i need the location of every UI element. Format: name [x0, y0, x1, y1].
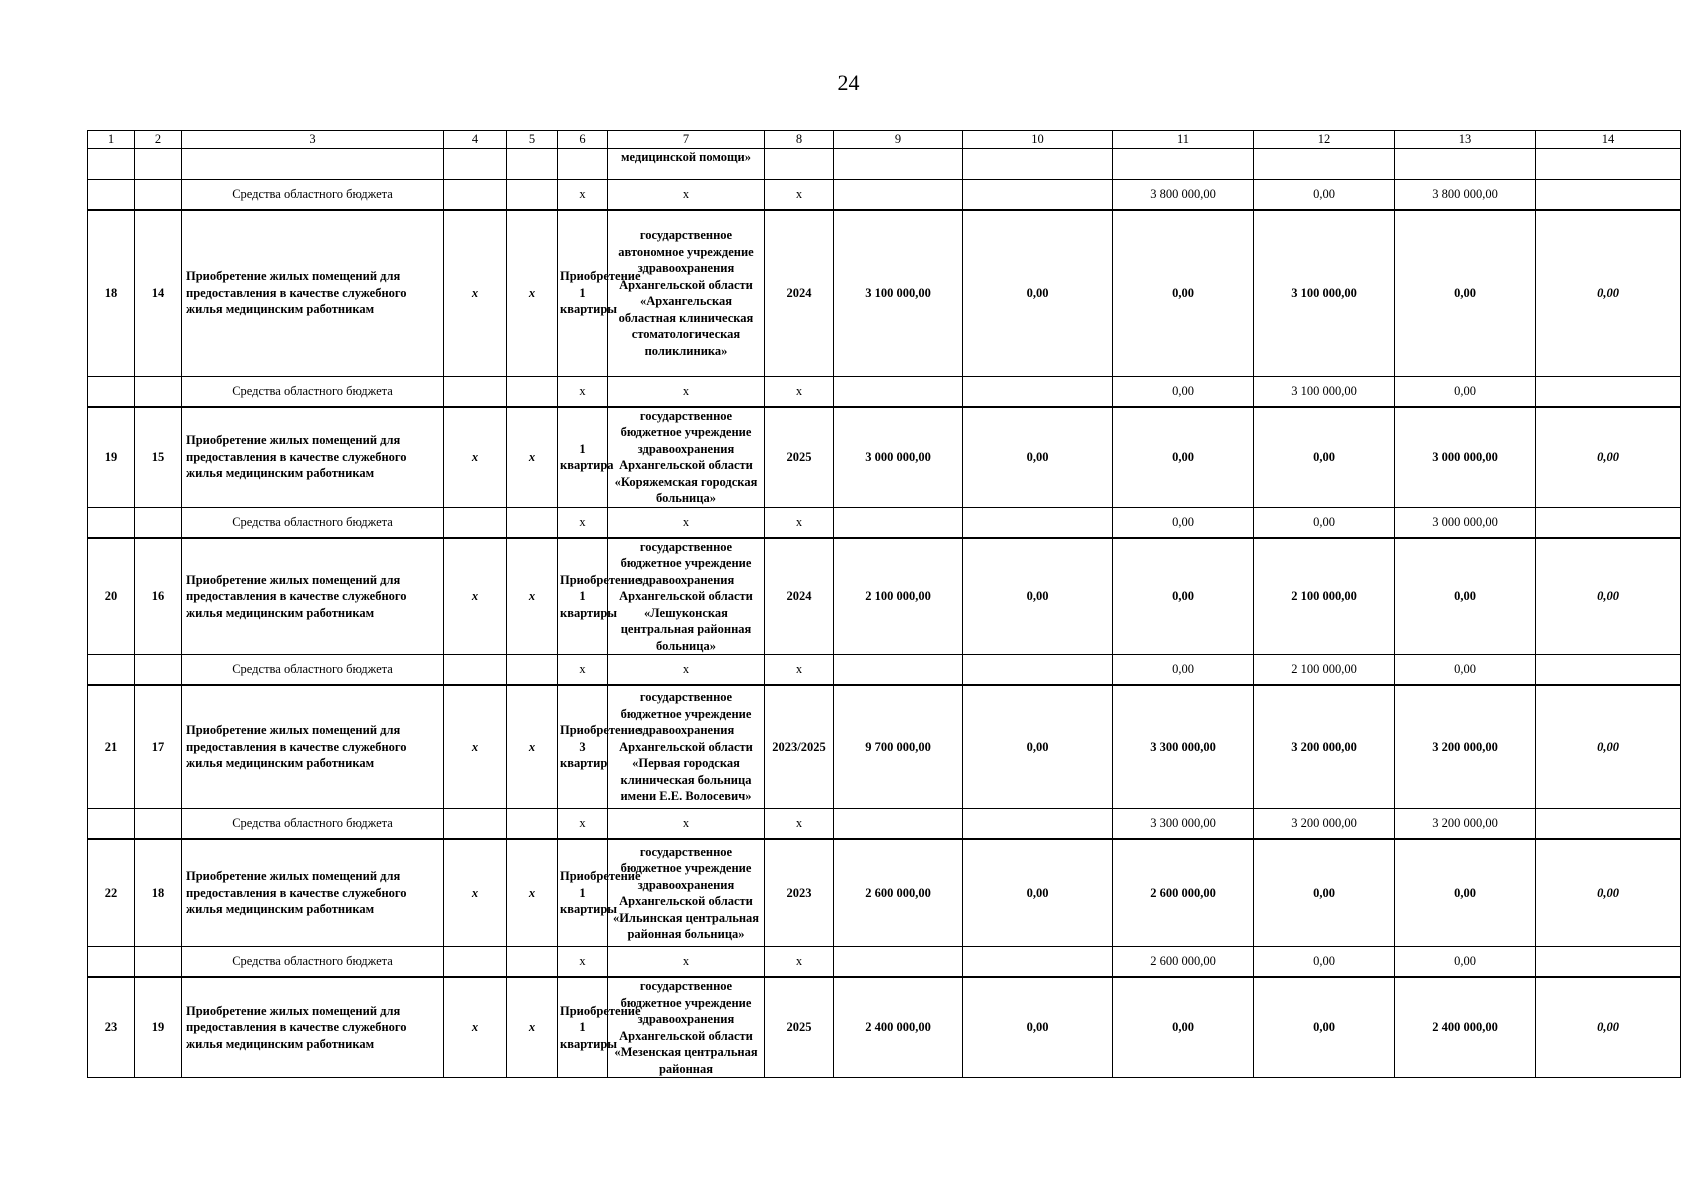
organization-cell: государственное автономное учреждение здравоохранения Архангельской области «Архангельская областная клиническая стоматологическая поликлиника» — [608, 210, 765, 377]
col11-cell: 0,00 — [1113, 977, 1254, 1078]
organization-cell: х — [608, 376, 765, 407]
col11-cell: 0,00 — [1113, 376, 1254, 407]
col10-cell: 0,00 — [963, 538, 1113, 655]
column-number-row — [88, 131, 1681, 149]
year-cell: х — [765, 376, 834, 407]
col12-cell: 3 100 000,00 — [1254, 376, 1395, 407]
name-cell: Приобретение жилых помещений для предоставления в качестве служебного жилья медицинским работникам — [182, 839, 444, 947]
year-cell: х — [765, 179, 834, 210]
col11-cell: 0,00 — [1113, 655, 1254, 686]
total-cell: 2 400 000,00 — [834, 977, 963, 1078]
col11-cell: 0,00 — [1113, 507, 1254, 538]
table-row-funding — [88, 655, 1681, 686]
cell — [507, 148, 558, 179]
row-number-cell: 20 — [88, 538, 135, 655]
total-cell — [834, 947, 963, 978]
col13-cell: 2 400 000,00 — [1395, 977, 1536, 1078]
col13-cell: 0,00 — [1395, 947, 1536, 978]
col10-cell: 0,00 — [963, 685, 1113, 809]
col4-cell: х — [444, 210, 507, 377]
organization-cell: государственное бюджетное учреждение здравоохранения Архангельской области «Коряжемская городская больница» — [608, 407, 765, 508]
column-number: 13 — [1395, 131, 1536, 149]
table-row-funding — [88, 179, 1681, 210]
table-row-funding — [88, 376, 1681, 407]
year-cell: 2023 — [765, 839, 834, 947]
col10-cell: 0,00 — [963, 839, 1113, 947]
organization-cell: х — [608, 507, 765, 538]
col14-cell: 0,00 — [1536, 685, 1681, 809]
column-number: 12 — [1254, 131, 1395, 149]
row-number-cell — [88, 507, 135, 538]
col4-cell: х — [444, 685, 507, 809]
scope-cell: х — [558, 809, 608, 840]
item-number-cell: 19 — [135, 977, 182, 1078]
total-cell: 2 100 000,00 — [834, 538, 963, 655]
name-cell: Средства областного бюджета — [182, 507, 444, 538]
table-row-funding — [88, 809, 1681, 840]
scope-cell: Приобретение 1 квартиры — [558, 538, 608, 655]
col10-cell — [963, 179, 1113, 210]
col14-cell — [1536, 179, 1681, 210]
cell — [1254, 148, 1395, 179]
col11-cell: 3 800 000,00 — [1113, 179, 1254, 210]
name-cell: Средства областного бюджета — [182, 376, 444, 407]
col12-cell: 0,00 — [1254, 977, 1395, 1078]
scope-cell: Приобретение 1 квартиры — [558, 977, 608, 1078]
cell — [765, 148, 834, 179]
col13-cell: 0,00 — [1395, 210, 1536, 377]
col14-cell: 0,00 — [1536, 977, 1681, 1078]
column-number: 8 — [765, 131, 834, 149]
table-row-item — [88, 839, 1681, 947]
col4-cell: х — [444, 407, 507, 508]
name-cell: Приобретение жилых помещений для предоставления в качестве служебного жилья медицинским работникам — [182, 977, 444, 1078]
scope-cell: Приобретение 1 квартиры — [558, 839, 608, 947]
row-number-cell — [88, 655, 135, 686]
item-number-cell: 18 — [135, 839, 182, 947]
year-cell: х — [765, 507, 834, 538]
organization-cell: х — [608, 809, 765, 840]
column-number: 11 — [1113, 131, 1254, 149]
row-number-cell: 21 — [88, 685, 135, 809]
year-cell: 2025 — [765, 407, 834, 508]
name-cell: Средства областного бюджета — [182, 179, 444, 210]
total-cell: 2 600 000,00 — [834, 839, 963, 947]
col4-cell — [444, 947, 507, 978]
continuation-row — [88, 148, 1681, 179]
cell — [963, 148, 1113, 179]
col11-cell: 0,00 — [1113, 210, 1254, 377]
page-number: 24 — [837, 70, 860, 95]
scope-cell: 1 квартира — [558, 407, 608, 508]
cell — [558, 148, 608, 179]
row-number-cell: 23 — [88, 977, 135, 1078]
scope-cell: х — [558, 655, 608, 686]
organization-cell: х — [608, 179, 765, 210]
cell — [1113, 148, 1254, 179]
table-row-funding — [88, 507, 1681, 538]
col5-cell — [507, 947, 558, 978]
col12-cell: 0,00 — [1254, 179, 1395, 210]
item-number-cell — [135, 507, 182, 538]
name-cell: Приобретение жилых помещений для предоставления в качестве служебного жилья медицинским работникам — [182, 685, 444, 809]
year-cell: 2024 — [765, 538, 834, 655]
organization-cell: медицинской помощи» — [608, 148, 765, 179]
table-row-item — [88, 977, 1681, 1078]
table-row-item — [88, 407, 1681, 508]
col10-cell — [963, 376, 1113, 407]
item-number-cell — [135, 947, 182, 978]
item-number-cell — [135, 376, 182, 407]
col14-cell — [1536, 507, 1681, 538]
total-cell — [834, 809, 963, 840]
item-number-cell — [135, 809, 182, 840]
table-row-item — [88, 538, 1681, 655]
organization-cell: государственное бюджетное учреждение здравоохранения Архангельской области «Мезенская центральная районная — [608, 977, 765, 1078]
col5-cell: х — [507, 839, 558, 947]
col10-cell: 0,00 — [963, 407, 1113, 508]
organization-cell: государственное бюджетное учреждение здравоохранения Архангельской области «Лешуконская центральная районная больница» — [608, 538, 765, 655]
col5-cell — [507, 809, 558, 840]
year-cell: х — [765, 655, 834, 686]
col4-cell — [444, 507, 507, 538]
column-number: 9 — [834, 131, 963, 149]
col13-cell: 3 000 000,00 — [1395, 507, 1536, 538]
year-cell: 2023/2025 — [765, 685, 834, 809]
total-cell — [834, 376, 963, 407]
cell — [182, 148, 444, 179]
column-number: 10 — [963, 131, 1113, 149]
col13-cell: 3 200 000,00 — [1395, 809, 1536, 840]
cell — [1536, 148, 1681, 179]
row-number-cell — [88, 179, 135, 210]
col4-cell — [444, 179, 507, 210]
col12-cell: 0,00 — [1254, 839, 1395, 947]
item-number-cell: 16 — [135, 538, 182, 655]
col11-cell: 3 300 000,00 — [1113, 809, 1254, 840]
column-number: 6 — [558, 131, 608, 149]
col4-cell — [444, 376, 507, 407]
cell — [834, 148, 963, 179]
name-cell: Средства областного бюджета — [182, 947, 444, 978]
item-number-cell: 17 — [135, 685, 182, 809]
organization-cell: х — [608, 655, 765, 686]
name-cell: Средства областного бюджета — [182, 655, 444, 686]
col13-cell: 3 200 000,00 — [1395, 685, 1536, 809]
name-cell: Приобретение жилых помещений для предоставления в качестве служебного жилья медицинским работникам — [182, 210, 444, 377]
col11-cell: 0,00 — [1113, 407, 1254, 508]
col14-cell — [1536, 947, 1681, 978]
table-row-item — [88, 685, 1681, 809]
scope-cell: Приобретение 3 квартир — [558, 685, 608, 809]
col5-cell — [507, 376, 558, 407]
scope-cell: х — [558, 179, 608, 210]
col5-cell — [507, 655, 558, 686]
col14-cell: 0,00 — [1536, 839, 1681, 947]
col13-cell: 0,00 — [1395, 376, 1536, 407]
item-number-cell — [135, 655, 182, 686]
row-number-cell — [88, 376, 135, 407]
col12-cell: 2 100 000,00 — [1254, 655, 1395, 686]
col5-cell: х — [507, 538, 558, 655]
col4-cell: х — [444, 977, 507, 1078]
col13-cell: 0,00 — [1395, 538, 1536, 655]
col14-cell: 0,00 — [1536, 538, 1681, 655]
row-number-cell: 22 — [88, 839, 135, 947]
total-cell — [834, 179, 963, 210]
col10-cell: 0,00 — [963, 977, 1113, 1078]
col10-cell — [963, 809, 1113, 840]
cell — [135, 148, 182, 179]
total-cell: 3 100 000,00 — [834, 210, 963, 377]
col10-cell — [963, 507, 1113, 538]
cell — [88, 148, 135, 179]
col12-cell: 3 200 000,00 — [1254, 809, 1395, 840]
item-number-cell: 14 — [135, 210, 182, 377]
table-row-funding — [88, 947, 1681, 978]
col11-cell: 0,00 — [1113, 538, 1254, 655]
col13-cell: 3 000 000,00 — [1395, 407, 1536, 508]
year-cell: 2025 — [765, 977, 834, 1078]
col13-cell: 3 800 000,00 — [1395, 179, 1536, 210]
col13-cell: 0,00 — [1395, 655, 1536, 686]
col11-cell: 2 600 000,00 — [1113, 947, 1254, 978]
year-cell: 2024 — [765, 210, 834, 377]
col11-cell: 2 600 000,00 — [1113, 839, 1254, 947]
col14-cell — [1536, 809, 1681, 840]
scope-cell: х — [558, 947, 608, 978]
col12-cell: 3 100 000,00 — [1254, 210, 1395, 377]
total-cell — [834, 507, 963, 538]
row-number-cell — [88, 809, 135, 840]
column-number: 1 — [88, 131, 135, 149]
col5-cell: х — [507, 210, 558, 377]
column-number: 5 — [507, 131, 558, 149]
column-number: 14 — [1536, 131, 1681, 149]
column-number: 2 — [135, 131, 182, 149]
col11-cell: 3 300 000,00 — [1113, 685, 1254, 809]
scope-cell: х — [558, 376, 608, 407]
column-number: 7 — [608, 131, 765, 149]
col5-cell: х — [507, 407, 558, 508]
name-cell: Средства областного бюджета — [182, 809, 444, 840]
name-cell: Приобретение жилых помещений для предоставления в качестве служебного жилья медицинским работникам — [182, 407, 444, 508]
scope-cell: х — [558, 507, 608, 538]
col4-cell: х — [444, 839, 507, 947]
col10-cell: 0,00 — [963, 210, 1113, 377]
col12-cell: 0,00 — [1254, 407, 1395, 508]
column-number: 4 — [444, 131, 507, 149]
col5-cell — [507, 507, 558, 538]
col5-cell — [507, 179, 558, 210]
row-number-cell: 18 — [88, 210, 135, 377]
col4-cell — [444, 809, 507, 840]
organization-cell: государственное бюджетное учреждение здравоохранения Архангельской области «Ильинская центральная районная больница» — [608, 839, 765, 947]
scope-cell: Приобретение 1 квартиры — [558, 210, 608, 377]
col14-cell — [1536, 376, 1681, 407]
total-cell: 9 700 000,00 — [834, 685, 963, 809]
cell — [444, 148, 507, 179]
budget-table — [87, 130, 1681, 1078]
cell — [1395, 148, 1536, 179]
col13-cell: 0,00 — [1395, 839, 1536, 947]
item-number-cell: 15 — [135, 407, 182, 508]
year-cell: х — [765, 809, 834, 840]
col12-cell: 0,00 — [1254, 507, 1395, 538]
col12-cell: 0,00 — [1254, 947, 1395, 978]
col10-cell — [963, 655, 1113, 686]
col10-cell — [963, 947, 1113, 978]
organization-cell: х — [608, 947, 765, 978]
year-cell: х — [765, 947, 834, 978]
item-number-cell — [135, 179, 182, 210]
organization-cell: государственное бюджетное учреждение здравоохранения Архангельской области «Первая городская клиническая больница имени Е.Е. Волосевич» — [608, 685, 765, 809]
name-cell: Приобретение жилых помещений для предоставления в качестве служебного жилья медицинским работникам — [182, 538, 444, 655]
col12-cell: 2 100 000,00 — [1254, 538, 1395, 655]
col4-cell — [444, 655, 507, 686]
column-number: 3 — [182, 131, 444, 149]
row-number-cell — [88, 947, 135, 978]
table-row-item — [88, 210, 1681, 377]
row-number-cell: 19 — [88, 407, 135, 508]
col5-cell: х — [507, 977, 558, 1078]
total-cell: 3 000 000,00 — [834, 407, 963, 508]
col4-cell: х — [444, 538, 507, 655]
col12-cell: 3 200 000,00 — [1254, 685, 1395, 809]
total-cell — [834, 655, 963, 686]
col14-cell — [1536, 655, 1681, 686]
col14-cell: 0,00 — [1536, 407, 1681, 508]
col5-cell: х — [507, 685, 558, 809]
col14-cell: 0,00 — [1536, 210, 1681, 377]
